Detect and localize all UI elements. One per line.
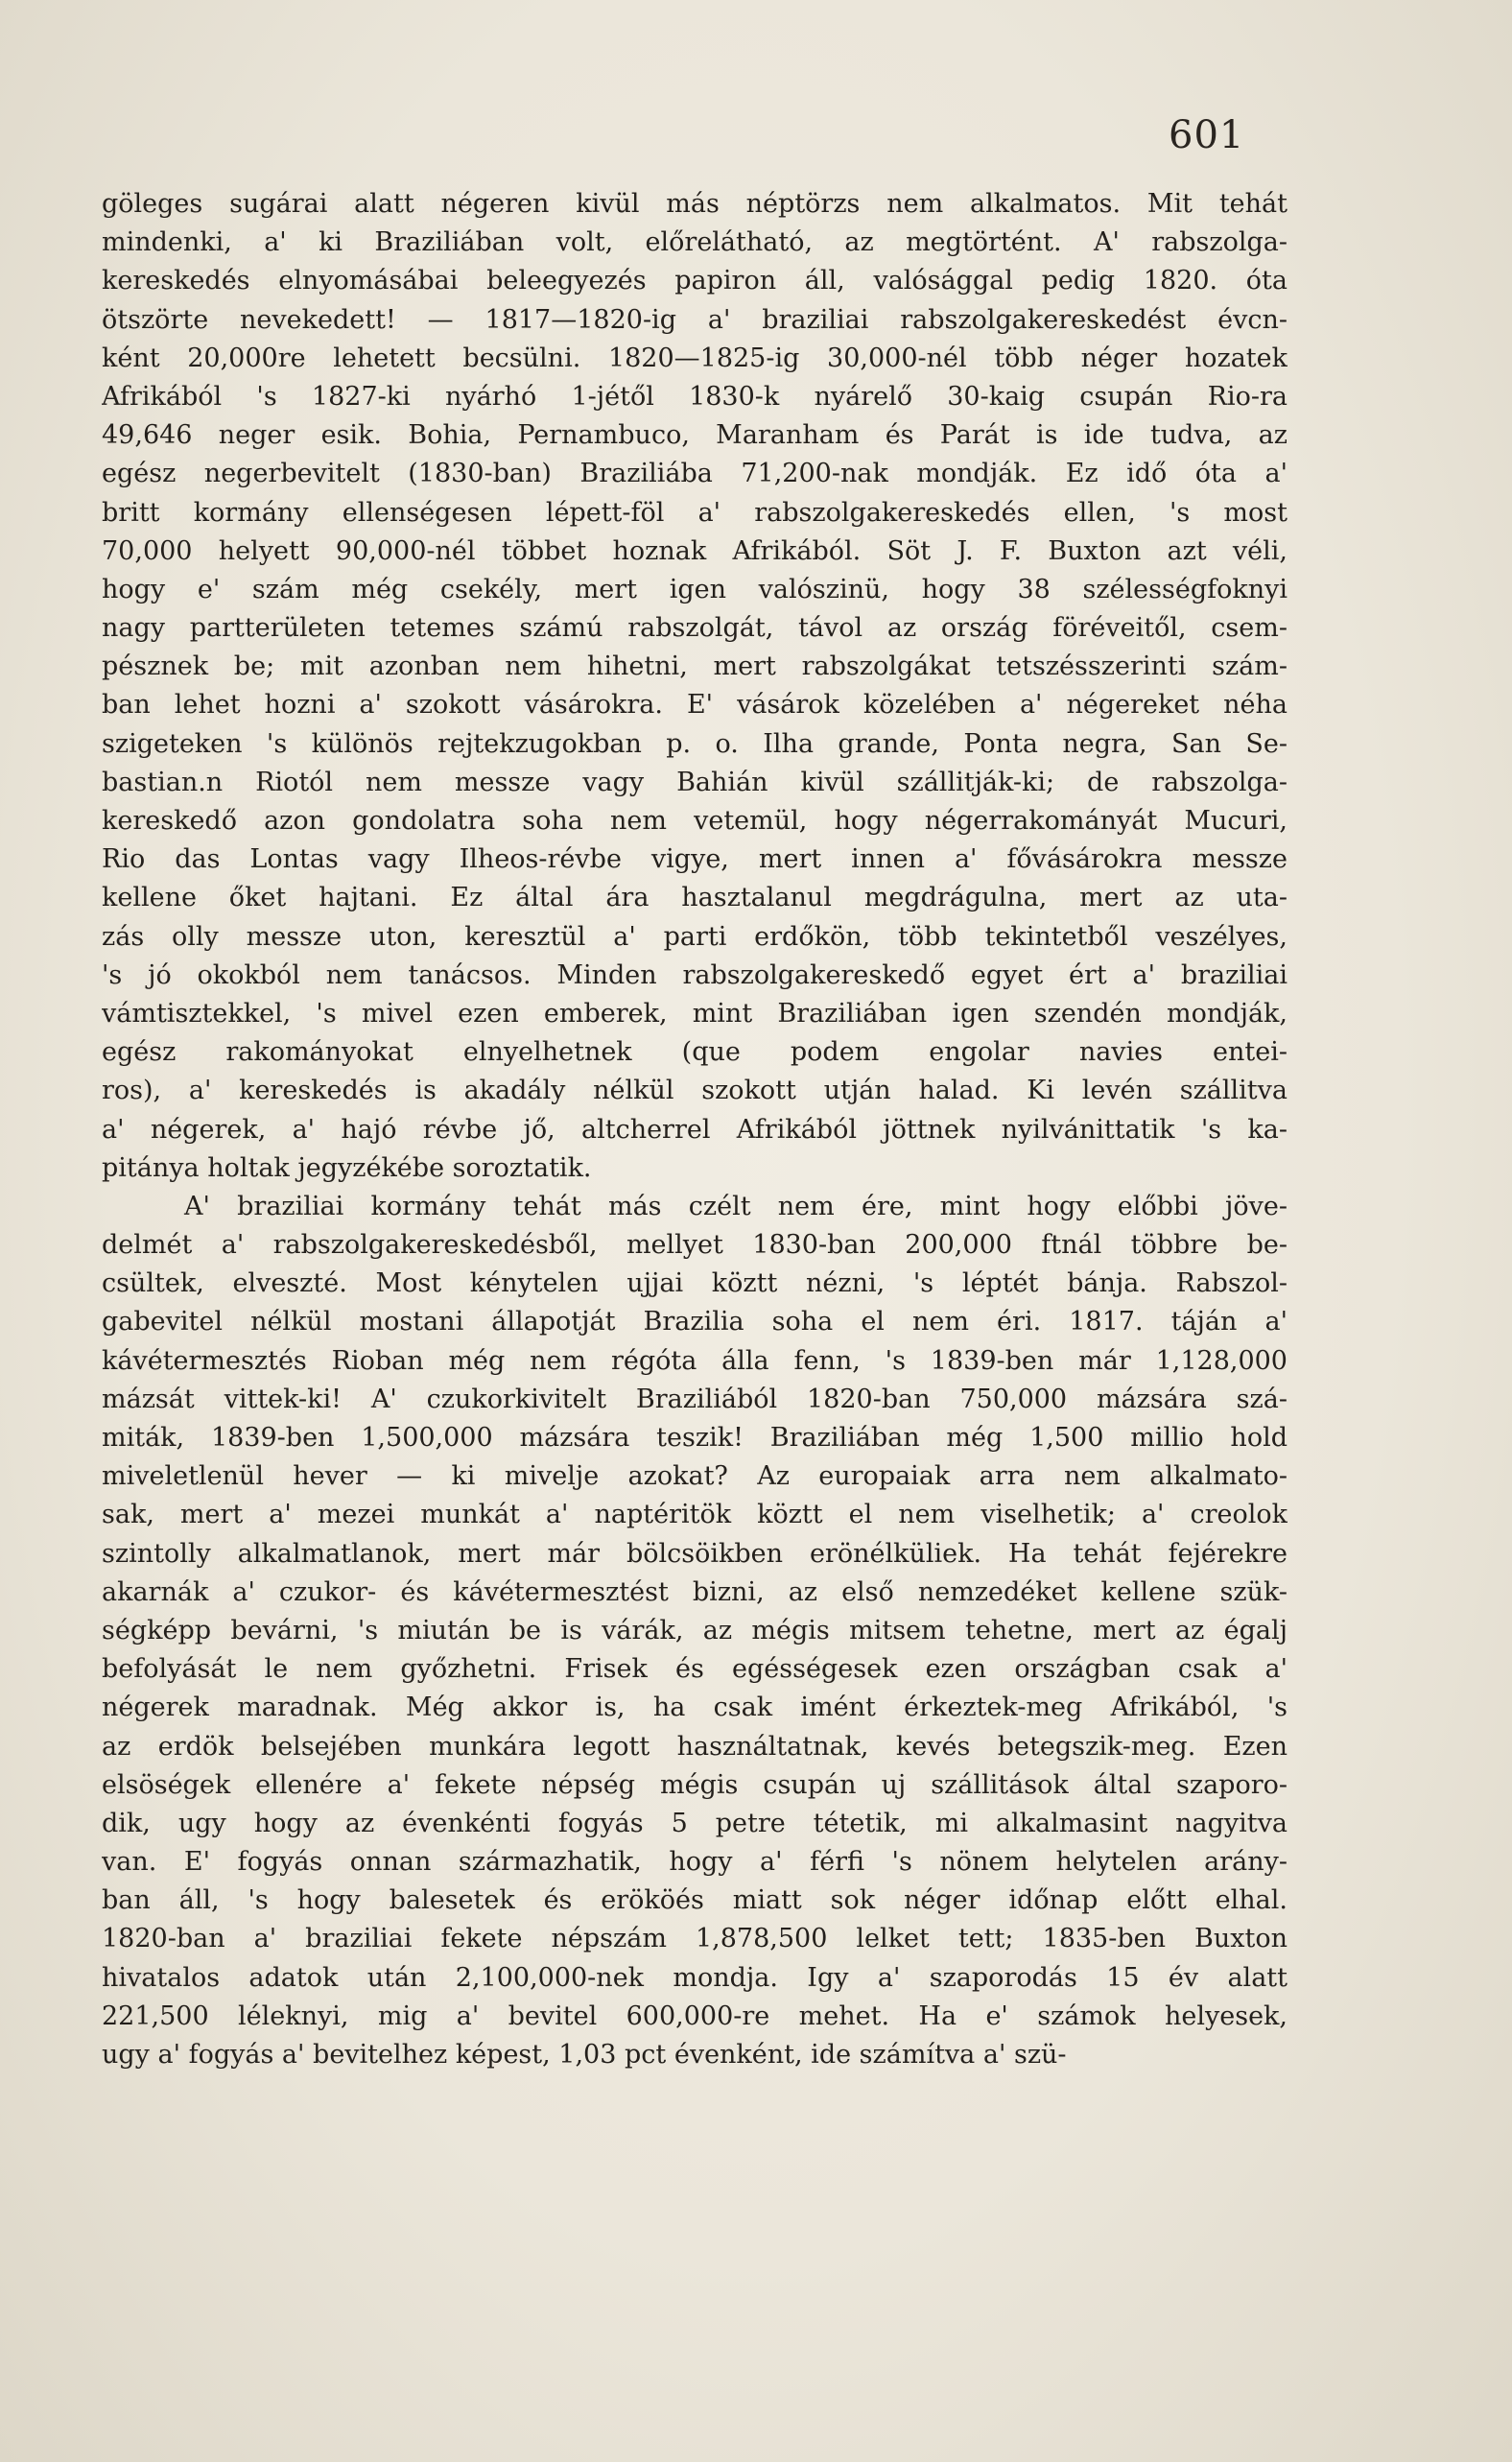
text-line: 70,000 helyett 90,000-nél többet hoznak Afrikából. Söt J. F. Buxton azt véli, (102, 535, 1288, 566)
text-line: zás olly messze uton, keresztül a' parti erdőkön, több tekintetből veszélyes, (102, 921, 1288, 952)
text-line: dik, ugy hogy az évenkénti fogyás 5 petre tétetik, mi alkalmasint nagyitva (102, 1808, 1288, 1838)
text-line: ros), a' kereskedés is akadály nélkül szokott utján halad. Ki levén szállitva (102, 1076, 1288, 1106)
text-line: hivatalos adatok után 2,100,000-nek mondja. Igy a' szaporodás 15 év alatt (102, 1962, 1288, 1993)
text-line: szigeteken 's különös rejtekzugokban p. o. Ilha grande, Ponta negra, San Se- (102, 728, 1288, 759)
text-line: befolyását le nem győzhetni. Frisek és egésségesek ezen országban csak a' (102, 1654, 1288, 1685)
text-line: kereskedés elnyomásábai beleegyezés papiron áll, valósággal pedig 1820. óta (102, 266, 1288, 296)
text-line: pésznek be; mit azonban nem hihetni, mert rabszolgákat tetszésszerinti szám- (102, 651, 1288, 682)
text-line: mindenki, a' ki Braziliában volt, előrelátható, az megtörtént. A' rabszolga- (102, 227, 1288, 258)
paragraph-1 (102, 185, 1288, 1188)
text-line: van. E' fogyás onnan származhatik, hogy a' férfi 's nönem helytelen arány- (102, 1847, 1288, 1878)
text-line: ötszörte nevekedett! — 1817—1820-ig a' braziliai rabszolgakereskedést évcn- (102, 304, 1288, 335)
text-line: A' braziliai kormány tehát más czélt nem ére, mint hogy előbbi jöve- (184, 1191, 1288, 1221)
text-line: ként 20,000re lehetett becsülni. 1820—1825-ig 30,000-nél több néger hozatek (102, 343, 1288, 373)
text-line: ugy a' fogyás a' bevitelhez képest, 1,03 pct évenként, ide számítva a' szü- (102, 2040, 1067, 2070)
text-line: pitánya holtak jegyzékébe soroztatik. (102, 1152, 592, 1183)
text-line: 221,500 léleknyi, mig a' bevitel 600,000-re mehet. Ha e' számok helyesek, (102, 2000, 1288, 2031)
text-line: britt kormány ellenségesen lépett-föl a' rabszolgakereskedés ellen, 's most (102, 497, 1288, 528)
text-line: egész rakományokat elnyelhetnek (que podem engolar navies entei- (102, 1037, 1288, 1068)
body-text (102, 185, 1288, 2074)
text-line: 's jó okokból nem tanácsos. Minden rabszolgakereskedő egyet ért a' braziliai (102, 959, 1288, 990)
text-line: ségképp bevárni, 's miután be is várák, az mégis mitsem tehetne, mert az égalj (102, 1615, 1288, 1645)
text-line: Afrikából 's 1827-ki nyárhó 1-jétől 1830-k nyárelő 30-kaig csupán Rio-ra (102, 381, 1288, 412)
text-line: egész negerbevitelt (1830-ban) Braziliába 71,200-nak mondják. Ez idő óta a' (102, 459, 1288, 489)
text-line: miveletlenül hever — ki mivelje azokat? Az europaiak arra nem alkalmato- (102, 1461, 1288, 1492)
text-line: miták, 1839-ben 1,500,000 mázsára teszik! Braziliában még 1,500 millio hold (102, 1423, 1288, 1453)
text-line: szintolly alkalmatlanok, mert már bölcsöikben erönélküliek. Ha tehát fejérekre (102, 1538, 1288, 1569)
text-line: kellene őket hajtani. Ez által ára hasztalanul megdrágulna, mert az uta- (102, 883, 1288, 913)
text-line: hogy e' szám még csekély, mert igen valószinü, hogy 38 szélességfoknyi (102, 574, 1288, 604)
text-line: négerek maradnak. Még akkor is, ha csak imént érkeztek-meg Afrikából, 's (102, 1693, 1288, 1723)
text-line: vámtisztekkel, 's mivel ezen emberek, mint Braziliában igen szendén mondják, (102, 998, 1288, 1029)
text-line: kávétermesztés Rioban még nem régóta álla fenn, 's 1839-ben már 1,128,000 (102, 1345, 1288, 1376)
text-line: ban lehet hozni a' szokott vásárokra. E' vásárok közelében a' négereket néha (102, 690, 1288, 721)
text-line: mázsát vittek-ki! A' czukorkivitelt Braziliából 1820-ban 750,000 mázsára szá- (102, 1384, 1288, 1414)
text-line: 1820-ban a' braziliai fekete népszám 1,878,500 lelket tett; 1835-ben Buxton (102, 1924, 1288, 1954)
text-line: kereskedő azon gondolatra soha nem vetemül, hogy négerrakományát Mucuri, (102, 806, 1288, 836)
text-line: elsöségek ellenére a' fekete népség mégis csupán uj szállitások által szaporo- (102, 1769, 1288, 1800)
text-line: gabevitel nélkül mostani állapotját Brazilia soha el nem éri. 1817. táján a' (102, 1307, 1288, 1338)
text-line: nagy partterületen tetemes számú rabszolgát, távol az ország föréveitől, csem- (102, 613, 1288, 644)
text-line: a' négerek, a' hajó révbe jő, altcherrel Afrikából jöttnek nyilvánittatik 's ka- (102, 1114, 1288, 1145)
text-line: bastian.n Riotól nem messze vagy Bahián kivül szállitják-ki; de rabszolga- (102, 767, 1288, 797)
text-line: akarnák a' czukor- és kávétermesztést bizni, az első nemzedéket kellene szük- (102, 1576, 1288, 1607)
text-line: göleges sugárai alatt négeren kivül más néptörzs nem alkalmatos. Mit tehát (102, 189, 1288, 219)
text-line: ban áll, 's hogy balesetek és erököés miatt sok néger időnap előtt elhal. (102, 1885, 1288, 1916)
text-line: delmét a' rabszolgakereskedésből, mellyet 1830-ban 200,000 ftnál többre be- (102, 1230, 1288, 1261)
paragraph-2 (102, 1188, 1288, 2074)
text-line: 49,646 neger esik. Bohia, Pernambuco, Maranham és Parát is ide tudva, az (102, 420, 1288, 451)
text-line: sak, mert a' mezei munkát a' naptéritök köztt el nem viselhetik; a' creolok (102, 1500, 1288, 1530)
page-number: 601 (1169, 113, 1245, 157)
text-line: csültek, elveszté. Most kénytelen ujjai köztt nézni, 's léptét bánja. Rabszol- (102, 1268, 1288, 1299)
text-line: az erdök belsejében munkára legott használtatnak, kevés betegszik-meg. Ezen (102, 1731, 1288, 1762)
text-line: Rio das Lontas vagy Ilheos-révbe vigye, mert innen a' fővásárokra messze (102, 844, 1288, 875)
